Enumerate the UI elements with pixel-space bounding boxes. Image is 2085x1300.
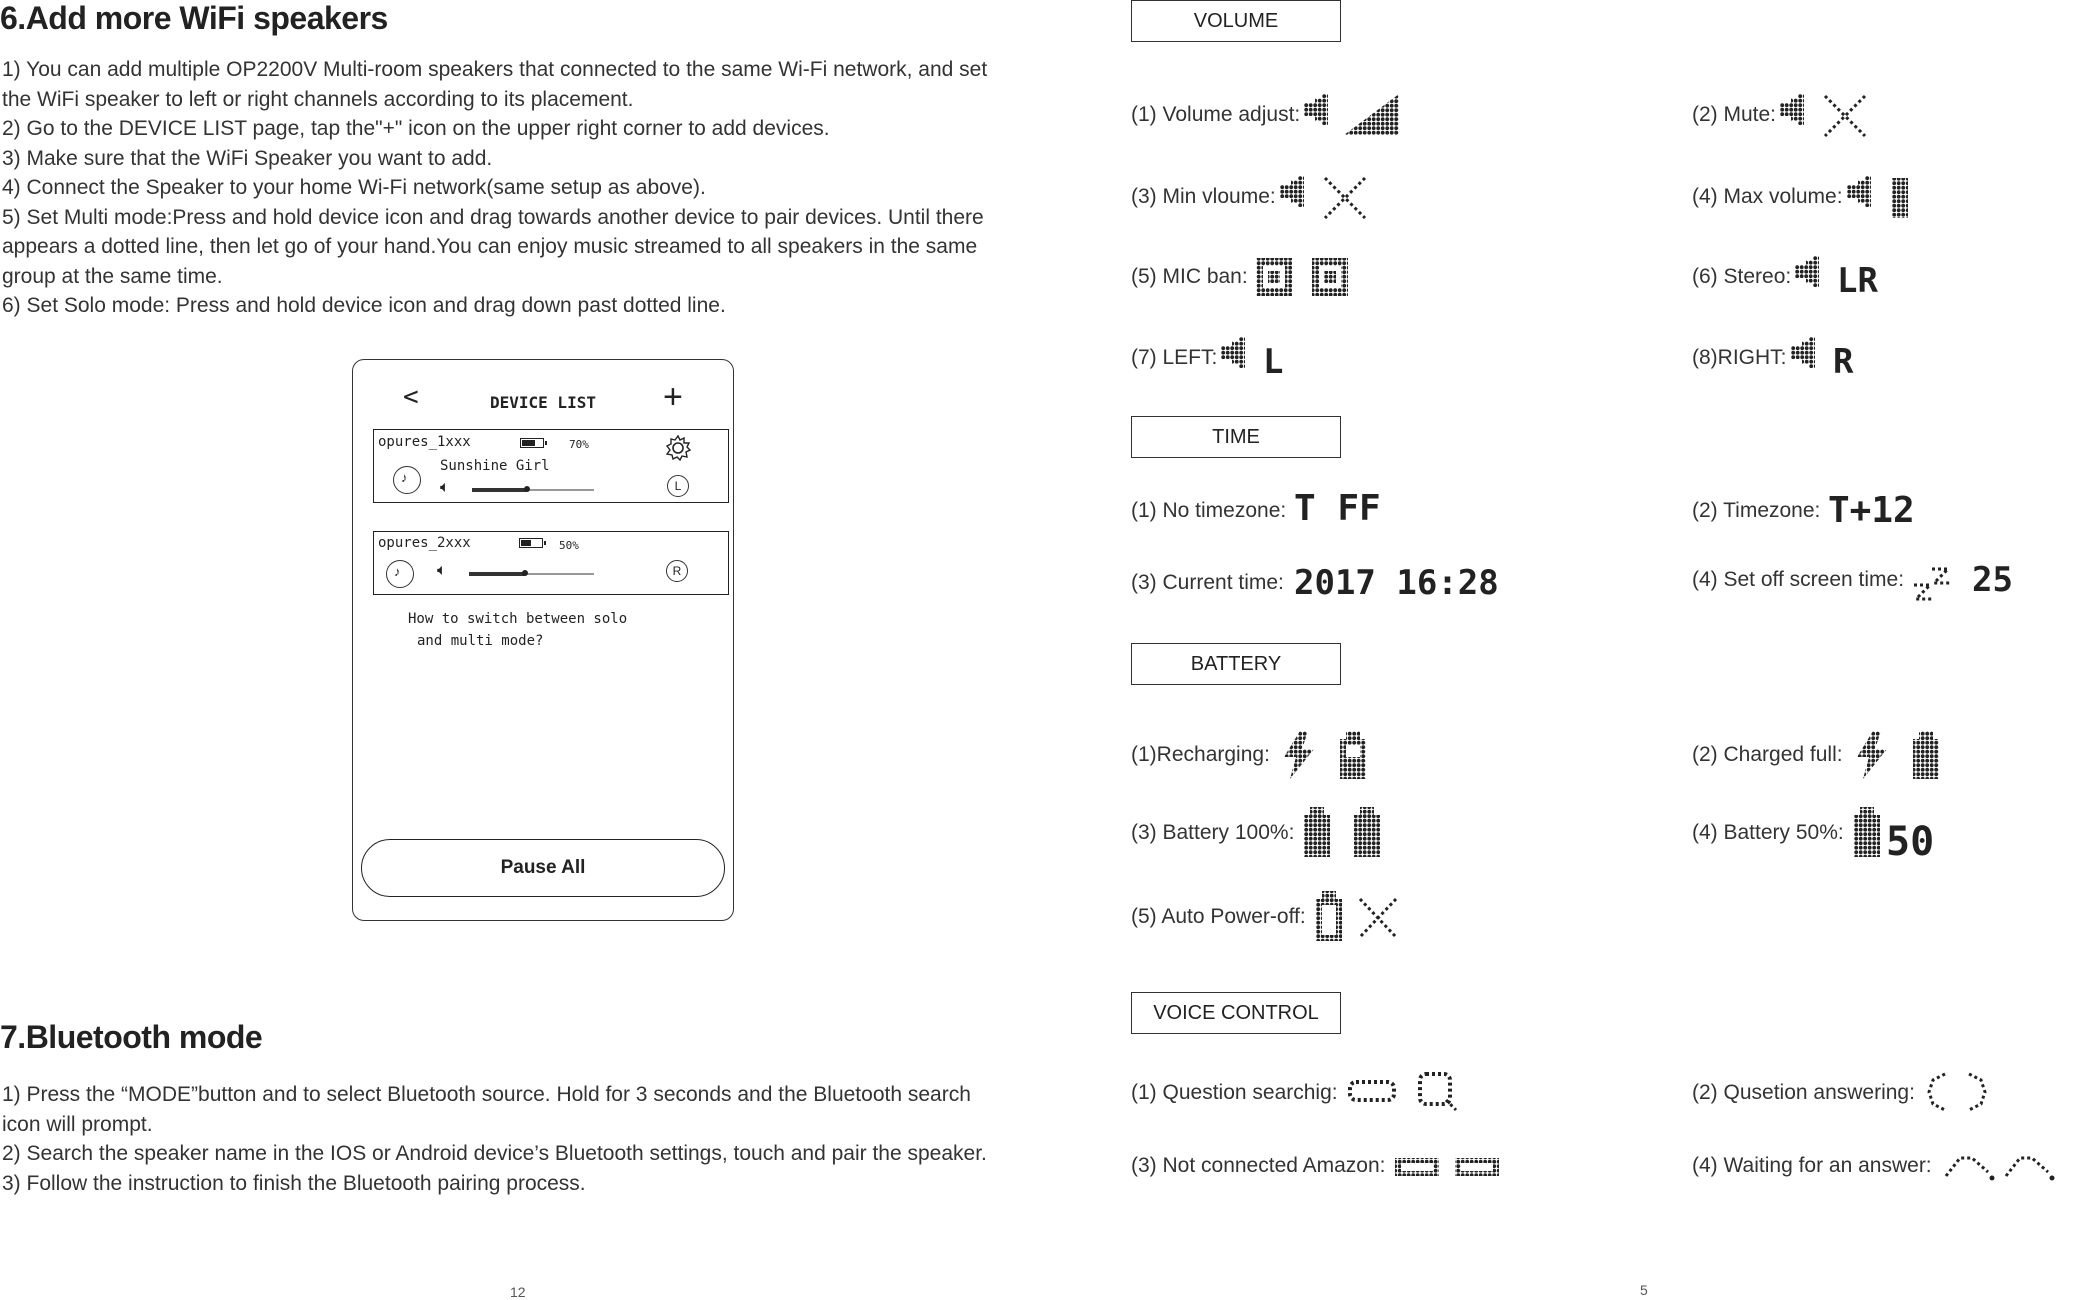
gear-icon[interactable] — [664, 434, 692, 462]
not-connected-amazon-item — [1131, 1146, 1513, 1186]
question-answering-item — [1692, 1068, 2005, 1118]
text-line: 1) You can add multiple OP2200V Multi-room speakers that connected to the same Wi-Fi network, and set — [2, 58, 988, 81]
music-note-icon[interactable]: ♪ — [393, 466, 421, 494]
item-label: (3) Current time: — [1131, 571, 1284, 594]
item-label: (2) Charged full: — [1692, 743, 1843, 766]
battery-icon — [520, 438, 544, 448]
min-volume-display — [1280, 172, 1380, 222]
battery-icon — [519, 538, 543, 548]
volume-header: VOLUME — [1131, 0, 1341, 42]
right-display — [1791, 333, 1881, 383]
music-note-icon[interactable]: ♪ — [386, 560, 414, 588]
text-line: group at the same time. — [2, 264, 223, 288]
recharging-display — [1280, 727, 1390, 783]
timezone-item — [1692, 486, 1968, 536]
auto-power-off-item — [1131, 889, 1426, 945]
max-volume-display — [1847, 172, 1927, 222]
item-label: (7) LEFT: — [1131, 346, 1218, 369]
pause-all-button[interactable]: Pause All — [361, 839, 725, 897]
volume-adjust-item — [1131, 90, 1404, 140]
timezone-display — [1828, 486, 1968, 536]
speaker-volume-icon: 🔈︎ — [437, 562, 447, 579]
time-header: TIME — [1131, 416, 1341, 458]
right-item — [1692, 333, 1881, 383]
charged-full-item — [1692, 727, 1963, 783]
waiting-answer-display — [1944, 1146, 2074, 1186]
battery-50-item — [1692, 805, 1964, 861]
item-label: (5) Auto Power-off: — [1131, 905, 1306, 928]
device-list-title: DEVICE LIST — [490, 393, 596, 412]
off-screen-time-item — [1692, 555, 2030, 605]
text-line: icon will prompt. — [2, 1112, 153, 1136]
item-label: (5) MIC ban: — [1131, 265, 1248, 288]
text-line: 2) Go to the DEVICE LIST page, tap the"+" icon on the upper right corner to add devices. — [2, 117, 830, 140]
display-text: 25 — [1972, 560, 2013, 600]
back-icon[interactable]: < — [403, 382, 419, 412]
text-line: 3) Follow the instruction to finish the Bluetooth pairing process. — [2, 1171, 586, 1195]
question-answering-display — [1925, 1068, 2005, 1118]
not-connected-amazon-display — [1393, 1146, 1513, 1186]
charged-full-display — [1853, 727, 1963, 783]
text-line: 4) Connect the Speaker to your home Wi-Fi network(same setup as above). — [2, 176, 706, 199]
item-label: (2) Qusetion answering: — [1692, 1081, 1915, 1104]
add-device-icon[interactable]: + — [663, 378, 683, 416]
off-screen-time-display — [1910, 555, 2030, 605]
right-letter: R — [1832, 342, 1853, 382]
current-time-display — [1294, 558, 1534, 608]
page-number: 12 — [510, 1284, 526, 1300]
item-label: (1) Volume adjust: — [1131, 103, 1301, 126]
left-display — [1221, 333, 1311, 383]
auto-power-off-display — [1316, 889, 1426, 945]
hint-line[interactable]: and multi mode? — [417, 633, 544, 649]
battery-percent: 50% — [559, 539, 579, 552]
item-label: (4) Battery 50%: — [1692, 821, 1844, 844]
channel-badge[interactable]: L — [667, 475, 689, 497]
min-volume-item — [1131, 172, 1380, 222]
stereo-display — [1795, 252, 1915, 302]
phone-mockup — [352, 359, 734, 921]
page-number: 5 — [1640, 1282, 1648, 1298]
left-letter: L — [1263, 342, 1284, 382]
waiting-answer-item — [1692, 1146, 2074, 1186]
text-line: appears a dotted line, then let go of your hand.You can enjoy music streamed to all speakers in the same — [2, 235, 978, 258]
recharging-item — [1131, 727, 1390, 783]
mic-ban-item — [1131, 252, 1362, 302]
volume-slider[interactable] — [472, 489, 594, 491]
max-volume-item — [1692, 172, 1927, 222]
section-6-title: 6.Add more WiFi speakers — [0, 0, 388, 36]
section-7-body — [2, 1080, 987, 1198]
device-name: opures_2xxx — [378, 535, 471, 551]
section-7-title: 7.Bluetooth mode — [0, 1019, 263, 1055]
item-label: (6) Stereo: — [1692, 265, 1792, 288]
item-label: (2) Mute: — [1692, 103, 1777, 126]
device-card[interactable] — [373, 429, 729, 503]
item-label: (3) Battery 100%: — [1131, 821, 1295, 844]
question-searching-display — [1346, 1068, 1476, 1118]
speaker-volume-icon: 🔈︎ — [440, 479, 450, 496]
item-label: (2) Timezone: — [1692, 499, 1821, 522]
stereo-letters: LR — [1837, 261, 1879, 301]
battery-100-item — [1131, 805, 1414, 861]
voice-control-header: VOICE CONTROL — [1131, 992, 1341, 1034]
item-label: (3) Not connected Amazon: — [1131, 1154, 1386, 1177]
text-line: 6) Set Solo mode: Press and hold device icon and drag down past dotted line. — [2, 294, 726, 317]
device-card[interactable] — [373, 531, 729, 595]
no-timezone-display — [1294, 486, 1414, 536]
text-line: 3) Make sure that the WiFi Speaker you want to add. — [2, 146, 493, 170]
battery-50-display — [1854, 805, 1964, 861]
display-text: 50 — [1885, 819, 1934, 861]
current-time-item — [1131, 558, 1534, 608]
battery-percent: 70% — [569, 438, 589, 451]
channel-badge[interactable]: R — [666, 560, 688, 582]
item-label: (3) Min vloume: — [1131, 185, 1276, 208]
display-text: T+12 — [1828, 490, 1916, 531]
item-label: (4) Set off screen time: — [1692, 568, 1905, 591]
item-label: (1) Question searchig: — [1131, 1081, 1338, 1104]
item-label: (4) Max volume: — [1692, 185, 1843, 208]
item-label: (8)RIGHT: — [1692, 346, 1787, 369]
display-text: T FF — [1294, 488, 1381, 529]
question-searching-item — [1131, 1068, 1476, 1118]
song-title: Sunshine Girl — [440, 458, 550, 474]
item-label: (4) Waiting for an answer: — [1692, 1154, 1932, 1177]
battery-100-display — [1304, 805, 1414, 861]
no-timezone-item — [1131, 486, 1414, 536]
item-label: (1)Recharging: — [1131, 743, 1270, 766]
mute-item — [1692, 90, 1880, 140]
text-line: 1) Press the “MODE”button and to select Bluetooth source. Hold for 3 seconds and the Bluetooth search — [2, 1083, 971, 1106]
text-line: 2) Search the speaker name in the IOS or Android device’s Bluetooth settings, touch and pair the speaker. — [2, 1142, 987, 1165]
battery-header: BATTERY — [1131, 643, 1341, 685]
section-6-body — [2, 55, 987, 321]
item-label: (1) No timezone: — [1131, 499, 1287, 522]
mic-ban-display — [1252, 252, 1362, 302]
text-line: the WiFi speaker to left or right channels according to its placement. — [2, 87, 634, 111]
display-text: 2017 16:28 — [1293, 563, 1499, 603]
volume-adjust-display — [1304, 90, 1404, 140]
text-line: 5) Set Multi mode:Press and hold device icon and drag towards another device to pair devices. Until there — [2, 205, 984, 229]
hint-line[interactable]: How to switch between solo — [408, 611, 628, 627]
volume-slider[interactable] — [469, 573, 594, 575]
stereo-item — [1692, 252, 1915, 302]
mute-display — [1780, 90, 1880, 140]
left-item — [1131, 333, 1311, 383]
device-name: opures_1xxx — [378, 434, 471, 450]
